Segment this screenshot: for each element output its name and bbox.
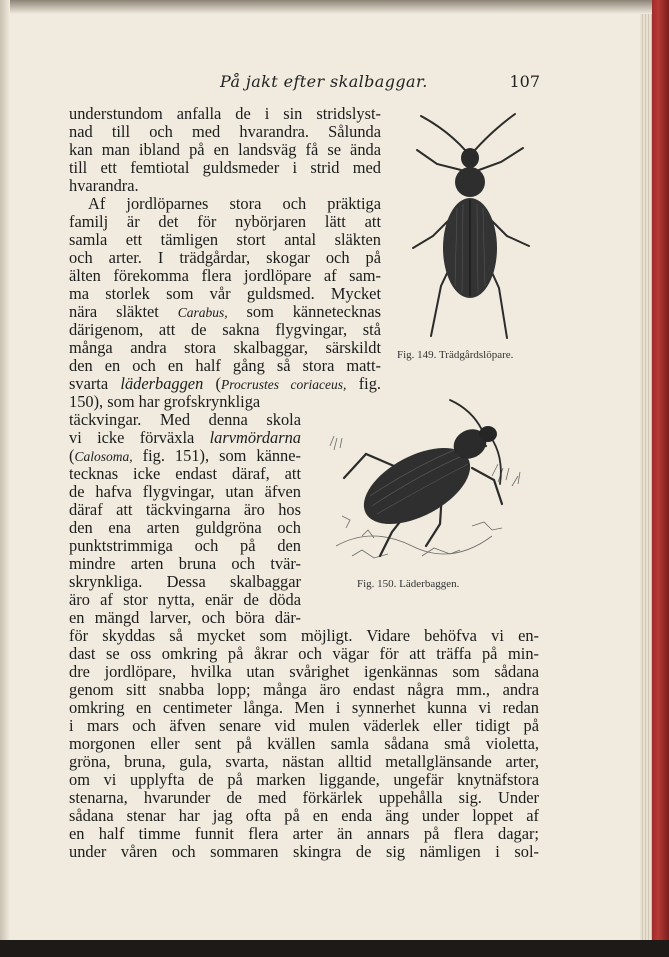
text-line: familj är det för nybörjaren lätt att bbox=[69, 212, 381, 231]
text-line: en half timme funnit flera arter än annars på flera dagar; bbox=[69, 824, 539, 843]
page-shadow-top bbox=[0, 0, 652, 14]
running-title: På jakt efter skalbaggar. bbox=[220, 72, 428, 91]
text-line: till ett femtiotal guldsmeder i strid med bbox=[69, 158, 381, 177]
text-line: samla ett tämligen stort antal släkten bbox=[69, 230, 381, 249]
text-line: skrynkliga. Dessa skalbaggar bbox=[69, 572, 301, 591]
page-number: 107 bbox=[509, 72, 540, 91]
text-line: under våren och sommaren skingra de sig nämligen i sol- bbox=[69, 842, 539, 861]
text-line: Af jordlöparnes stora och präktiga bbox=[88, 194, 381, 213]
figure-caption: Fig. 149. Trädgårdslöpare. bbox=[397, 349, 514, 361]
text-line: hvarandra. bbox=[69, 176, 139, 195]
text-line: de hafva flygvingar, utan äfven bbox=[69, 482, 301, 501]
text-line: den ena arten guldgröna och bbox=[69, 518, 301, 537]
text-line: en mängd larver, och böra där- bbox=[69, 608, 301, 627]
page-bottom-edge bbox=[0, 940, 669, 957]
text-line: tecknas icke endast däraf, att bbox=[69, 464, 301, 483]
figure-caption: Fig. 150. Läderbaggen. bbox=[357, 578, 460, 590]
text-line: nad till och med hvarandra. Sålunda bbox=[69, 122, 381, 141]
text-line: stenarna, hvarunder de med förkärlek uppehålla sig. Under bbox=[69, 788, 539, 807]
text-line: kan man ibland på en landsväg få se ända bbox=[69, 140, 381, 159]
text-line: däraf att täckvingarna äro hos bbox=[69, 500, 301, 519]
beetle-illustration-fig150 bbox=[322, 396, 532, 571]
text-line: dast se oss omkring på åkrar och vägar för att träffa på min- bbox=[69, 644, 539, 663]
running-header bbox=[60, 72, 540, 94]
text-line: dre jordlöpare, hvilka utan svårighet igenkännas som sådana bbox=[69, 662, 539, 681]
page-fore-edge bbox=[640, 14, 652, 940]
text-line: täckvingar. Med denna skola bbox=[69, 410, 301, 429]
text-line: äro af stor nytta, enär de döda bbox=[69, 590, 301, 609]
book-cover-edge bbox=[652, 0, 669, 940]
text-line: 150), som har grofskrynkliga bbox=[69, 392, 261, 411]
text-line: många andra stora skalbaggar, särskildt bbox=[69, 338, 381, 357]
text-line: vi icke förväxla larvmördarna bbox=[69, 428, 301, 447]
text-line: (Calosoma, fig. 151), som känne- bbox=[69, 446, 301, 465]
text-line: ma storlek som vår guldsmed. Mycket bbox=[69, 284, 381, 303]
text-line: nära släktet Carabus, som kännetecknas bbox=[69, 302, 381, 321]
text-line: morgonen eller sent på kvällen samla sådana små violetta, bbox=[69, 734, 539, 753]
text-line: omkring en centimeter långa. Men i synnerhet kunna vi redan bbox=[69, 698, 539, 717]
beetle-illustration-fig149 bbox=[395, 108, 545, 348]
text-line: för skyddas så mycket som möjligt. Vidare behöfva vi en- bbox=[69, 626, 539, 645]
text-line: därigenom, att de sakna flygvingar, stå bbox=[69, 320, 381, 339]
text-line: genom sitt snabba lopp; många äro endast några mm., andra bbox=[69, 680, 539, 699]
text-line: om vi upplyfta de på marken liggande, ungefär knytnäfstora bbox=[69, 770, 539, 789]
text-line: mindre arten bruna och tvär- bbox=[69, 554, 301, 573]
text-line: svarta läderbaggen (Procrustes coriaceus, fig. bbox=[69, 374, 382, 393]
text-line: understundom anfalla de i sin stridslyst- bbox=[69, 104, 381, 123]
text-line: punktstrimmiga och på den bbox=[69, 536, 301, 555]
text-line: gröna, bruna, gula, svarta, nästan alltid metallglänsande arter, bbox=[69, 752, 539, 771]
text-line: den en och en half gång så stora matt- bbox=[69, 356, 381, 375]
page-gutter-shadow bbox=[0, 0, 10, 957]
text-line: i mars och äfven senare vid mulen väderlek eller tidigt på bbox=[69, 716, 539, 735]
text-line: älten förekomma flera jordlöpare af sam- bbox=[69, 266, 381, 285]
text-line: och arter. I trädgårdar, skogar och på bbox=[69, 248, 381, 267]
text-line: sådana stenar har jag ofta på en enda äng under loppet af bbox=[69, 806, 539, 825]
